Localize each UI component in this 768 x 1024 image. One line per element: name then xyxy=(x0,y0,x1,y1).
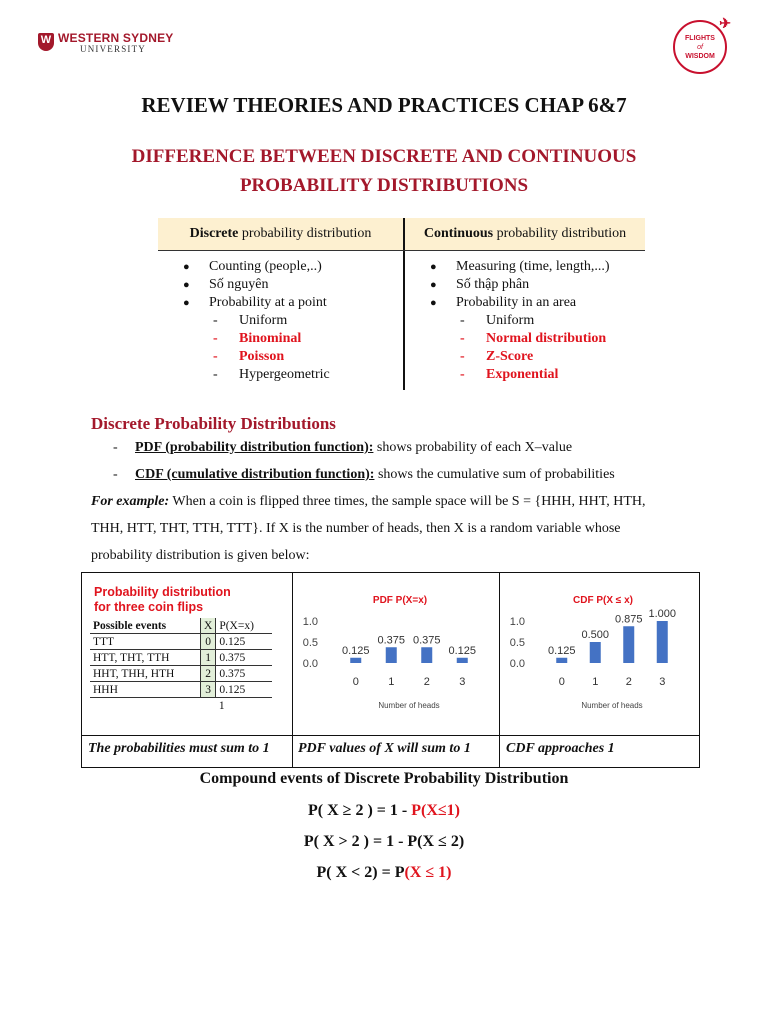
chart-title: PDF P(X=x) xyxy=(372,595,428,606)
list-item: - Exponential xyxy=(460,367,559,382)
cdf-chart-svg xyxy=(501,575,697,733)
list-item: ● Counting (people,..) xyxy=(183,259,322,274)
x-tick-label: 0 xyxy=(558,676,565,688)
pdf-bullet: - PDF (probability distribution function): shows probability of each X–value xyxy=(113,440,573,455)
list-item: - Normal distribution xyxy=(460,331,607,346)
data-label: 0.125 xyxy=(448,644,477,657)
chart-bar xyxy=(457,658,468,663)
logo-name: WESTERN SYDNEY xyxy=(58,31,174,45)
list-item: ● Số nguyên xyxy=(183,277,269,292)
data-label: 0.125 xyxy=(341,644,370,657)
y-tick-label: 1.0 xyxy=(509,616,525,628)
discrete-column xyxy=(183,258,330,384)
caption-cdf: CDF approaches 1 xyxy=(506,741,615,756)
probability-table xyxy=(90,618,272,713)
x-tick-label: 2 xyxy=(423,676,430,688)
y-tick-label: 0.0 xyxy=(509,658,525,670)
x-tick-label: 2 xyxy=(625,676,632,688)
logo-subtitle: UNIVERSITY xyxy=(80,44,146,54)
compound-heading: Compound events of Discrete Probability Distribution xyxy=(199,770,569,787)
list-item: - Uniform xyxy=(213,313,288,328)
table-row: TTT 0 0.125 xyxy=(90,634,272,650)
pdf-chart-svg xyxy=(294,575,498,733)
x-tick-label: 0 xyxy=(352,676,359,688)
formula-1: P( X ≥ 2 ) = 1 - P(X≤1) xyxy=(308,802,460,819)
data-label: 0.875 xyxy=(614,613,643,626)
list-item: - Binominal xyxy=(213,331,302,346)
y-tick-label: 0.5 xyxy=(509,637,525,649)
caption-pdf: PDF values of X will sum to 1 xyxy=(298,741,471,756)
list-item: ● Measuring (time, length,...) xyxy=(430,259,610,274)
continuous-column xyxy=(430,258,610,384)
list-item: - Z-Score xyxy=(460,349,534,364)
x-tick-label: 1 xyxy=(592,676,599,688)
chart-bar xyxy=(350,658,361,663)
table-sum-row: 1 xyxy=(218,699,225,712)
list-item: - Uniform xyxy=(460,313,535,328)
page-title: REVIEW THEORIES AND PRACTICES CHAP 6&7 xyxy=(141,93,627,117)
data-label: 0.375 xyxy=(377,634,406,647)
y-tick-label: 1.0 xyxy=(302,616,318,628)
comparison-table xyxy=(158,218,645,390)
example-paragraph: For example: When a coin is flipped three times, the sample space will be S = {HHH, HHT, HTH, THH, HTT, THT, TTH, TTT}. If X is the number of heads, then X is a random variable whose probability distribution is given below: xyxy=(91,494,649,563)
pdf-chart xyxy=(294,575,498,738)
university-logo xyxy=(38,32,173,54)
data-label: 1.000 xyxy=(648,608,677,620)
example-grid xyxy=(81,572,700,768)
list-item: ● Số thập phân xyxy=(430,277,530,292)
plane-icon: ✈ xyxy=(719,15,731,31)
cdf-bullet: - CDF (cumulative distribution function): shows the cumulative sum of probabilities xyxy=(113,467,615,482)
table-row: HHH 3 0.125 xyxy=(90,682,272,698)
x-axis-label: Number of heads xyxy=(581,701,643,710)
chart-title: CDF P(X ≤ x) xyxy=(573,595,633,606)
data-label: 0.500 xyxy=(581,629,610,641)
table-row: HTT, THT, TTH 1 0.375 xyxy=(90,650,272,666)
list-item: ● Probability at a point xyxy=(183,295,327,310)
y-tick-label: 0.5 xyxy=(302,637,318,649)
chart-bar xyxy=(386,647,397,663)
x-tick-label: 1 xyxy=(388,676,395,688)
chart-bar xyxy=(623,626,634,663)
list-item: - Hypergeometric xyxy=(213,367,330,382)
continuous-header: Continuous probability distribution xyxy=(405,218,645,250)
chart-bar xyxy=(590,642,601,663)
caption-sum: The probabilities must sum to 1 xyxy=(88,741,270,756)
table-header-row: Possible events X P(X=x) xyxy=(90,618,272,634)
y-tick-label: 0.0 xyxy=(302,658,318,670)
chart-bar xyxy=(556,658,567,663)
formula-3: P( X < 2) = P(X ≤ 1) xyxy=(316,864,452,881)
list-item: - Poisson xyxy=(213,349,285,364)
chart-bar xyxy=(421,647,432,663)
prob-table-title: Probability distribution for three coin flips xyxy=(94,585,231,614)
list-item: ● Probability in an area xyxy=(430,295,577,310)
discrete-header: Discrete probability distribution xyxy=(158,218,403,250)
chart-bar xyxy=(657,621,668,663)
x-axis-label: Number of heads xyxy=(378,701,440,710)
x-tick-label: 3 xyxy=(659,676,666,688)
flights-of-wisdom-badge: ✈ FLIGHTS of WISDOM xyxy=(673,20,727,74)
shield-logo-icon: W xyxy=(38,33,54,51)
data-label: 0.125 xyxy=(547,644,576,657)
x-tick-label: 3 xyxy=(459,676,466,688)
section-heading: Discrete Probability Distributions xyxy=(91,414,336,433)
formula-2: P( X > 2 ) = 1 - P(X ≤ 2) xyxy=(303,833,465,850)
page-subtitle: DIFFERENCE BETWEEN DISCRETE AND CONTINUOUS PROBABILITY DISTRIBUTIONS xyxy=(131,146,637,196)
table-row: HHT, THH, HTH 2 0.375 xyxy=(90,666,272,682)
cdf-chart xyxy=(501,575,697,738)
data-label: 0.375 xyxy=(412,634,441,647)
